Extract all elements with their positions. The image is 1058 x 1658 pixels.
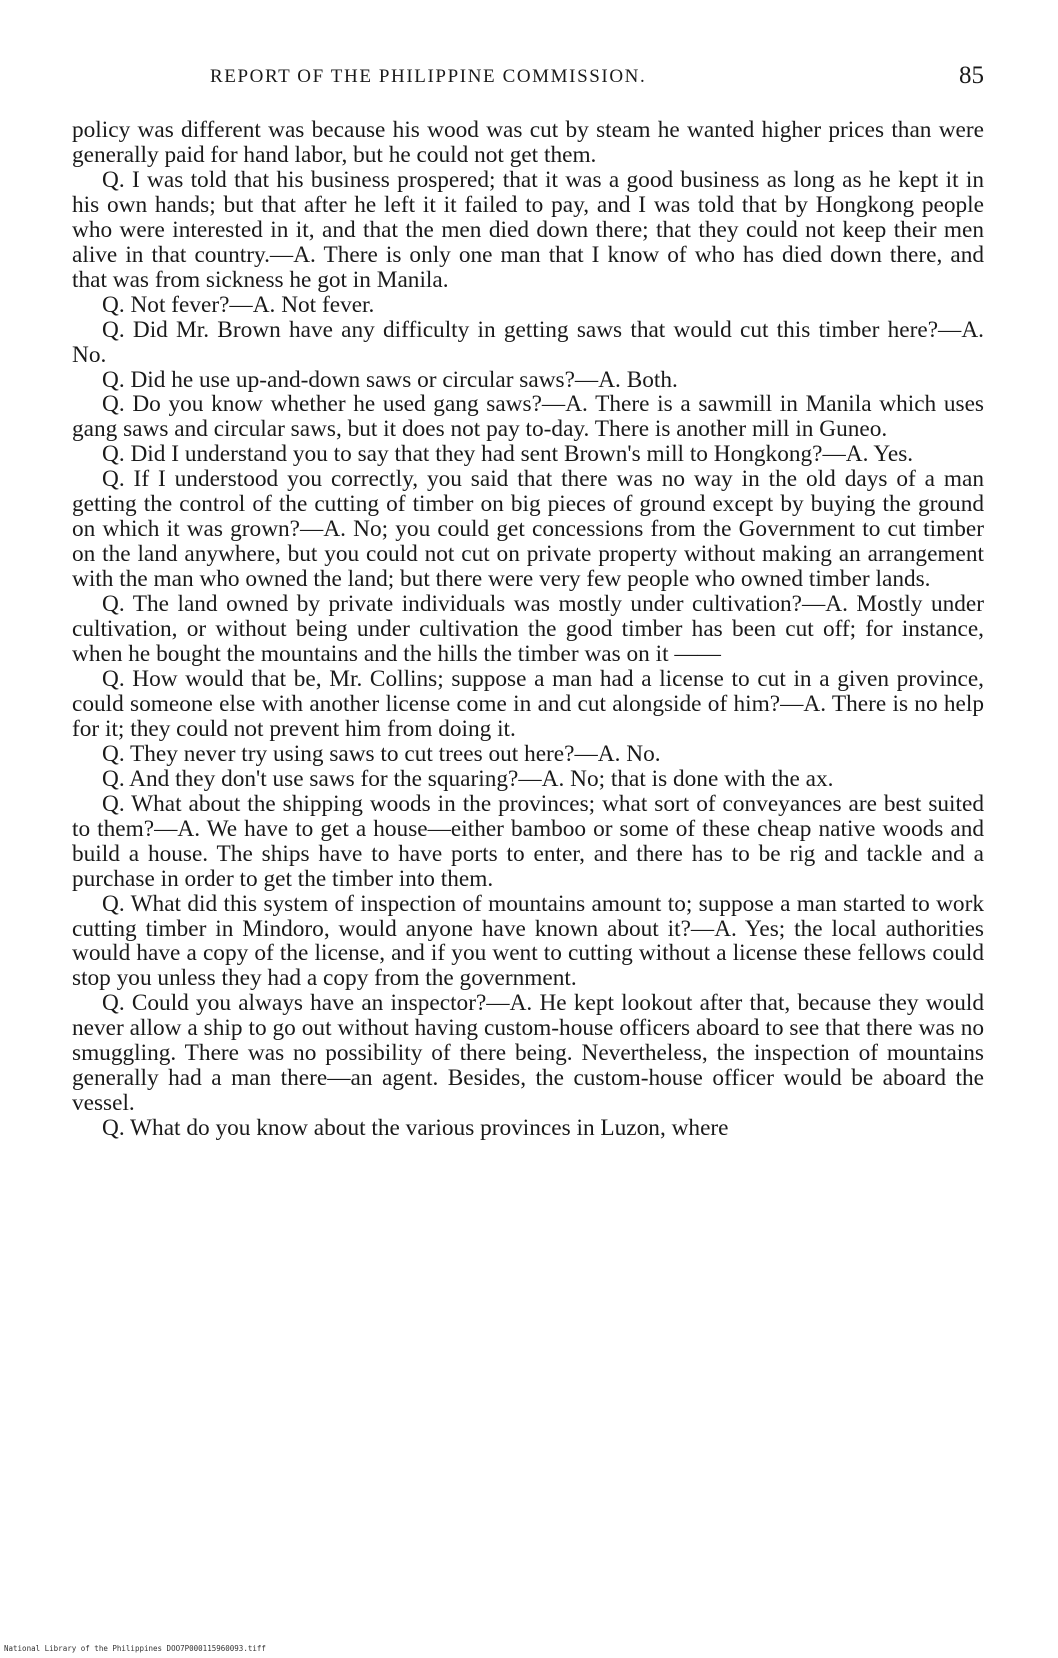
paragraph-saws-difficulty: Q. Did Mr. Brown have any difficulty in getting saws that would cut this timber here?—A. No. [72, 316, 984, 368]
paragraph-inspector: Q. Could you always have an inspector?—A. He kept lookout after that, because they would never allow a ship to go out without having custom-house officers aboard to see that there was no smuggling. There was no possibility of there being. Nevertheless, the inspection of mountains generally had a man there—an agent. Besides, the custom-house officer would be aboard the vessel. [72, 990, 984, 1117]
body-text [72, 118, 984, 1141]
paragraph-luzon-provinces: Q. What do you know about the various provinces in Luzon, where [102, 1115, 729, 1142]
paragraph-continuation: policy was different was because his wood was cut by steam he wanted higher prices than were generally paid for hand labor, but he could not get them. [72, 117, 984, 168]
paragraph-business-prospered: Q. I was told that his business prospered; that it was a good business as long as he kept it in his own hands; but that after he left it it failed to pay, and I was told that by Hongkong people who were interested in it, and that the men died down there; that they could not keep their men alive in that country.—A. There is only one man that I know of who has died down there, and that was from sickness he got in Manila. [72, 166, 984, 293]
paragraph-license: Q. How would that be, Mr. Collins; suppose a man had a license to cut in a given province, could someone else with another license come in and cut alongside of him?—A. There is no help for it; they could not prevent him from doing it. [72, 665, 984, 742]
paragraph-inspection-system: Q. What did this system of inspection of mountains amount to; suppose a man started to work cutting timber in Mindoro, would anyone have known about it?—A. Yes; the local authorities would have a copy of the license, and if you went to cutting without a license these fellows could stop you unless they had a copy from the government. [72, 890, 984, 992]
page-number: 85 [959, 62, 984, 89]
paragraph-squaring: Q. And they don't use saws for the squaring?—A. No; that is done with the ax. [102, 765, 834, 792]
scan-footer: National Library of the Philippines DOO7P000115960093.tiff [4, 1644, 266, 1653]
paragraph-saws-trees: Q. They never try using saws to cut trees out here?—A. No. [102, 740, 661, 767]
running-title: REPORT OF THE PHILIPPINE COMMISSION. [210, 66, 647, 87]
paragraph-circular-saws: Q. Did he use up-and-down saws or circular saws?—A. Both. [102, 366, 678, 393]
paragraph-not-fever: Q. Not fever?—A. Not fever. [102, 291, 375, 318]
running-head [72, 64, 984, 94]
paragraph-private-land: Q. The land owned by private individuals was mostly under cultivation?—A. Mostly under cultivation, or without being under cultivation the good timber has been cut off; for instance, when he bought the mountains and the hills the timber was on it —— [72, 591, 984, 668]
paragraph-control-of-cutting: Q. If I understood you correctly, you said that there was no way in the old days of a man getting the control of the cutting of timber on big pieces of ground except by buying the ground on which it was grown?—A. No; you could get concessions from the Government to cut timber on the land anywhere, but you could not cut on private property without making an arrangement with the man who owned the land; but there were very few people who owned timber lands. [72, 466, 984, 593]
paragraph-gang-saws: Q. Do you know whether he used gang saws?—A. There is a sawmill in Manila which uses gang saws and circular saws, but it does not pay to-day. There is another mill in Guneo. [72, 391, 984, 443]
paragraph-browns-mill: Q. Did I understand you to say that they had sent Brown's mill to Hongkong?—A. Yes. [102, 441, 914, 468]
paragraph-shipping-woods: Q. What about the shipping woods in the provinces; what sort of conveyances are best suited to them?—A. We have to get a house—either bamboo or some of these cheap native woods and build a house. The ships have to have ports to enter, and there has to be rig and tackle and a purchase in order to get the timber into them. [72, 790, 984, 892]
